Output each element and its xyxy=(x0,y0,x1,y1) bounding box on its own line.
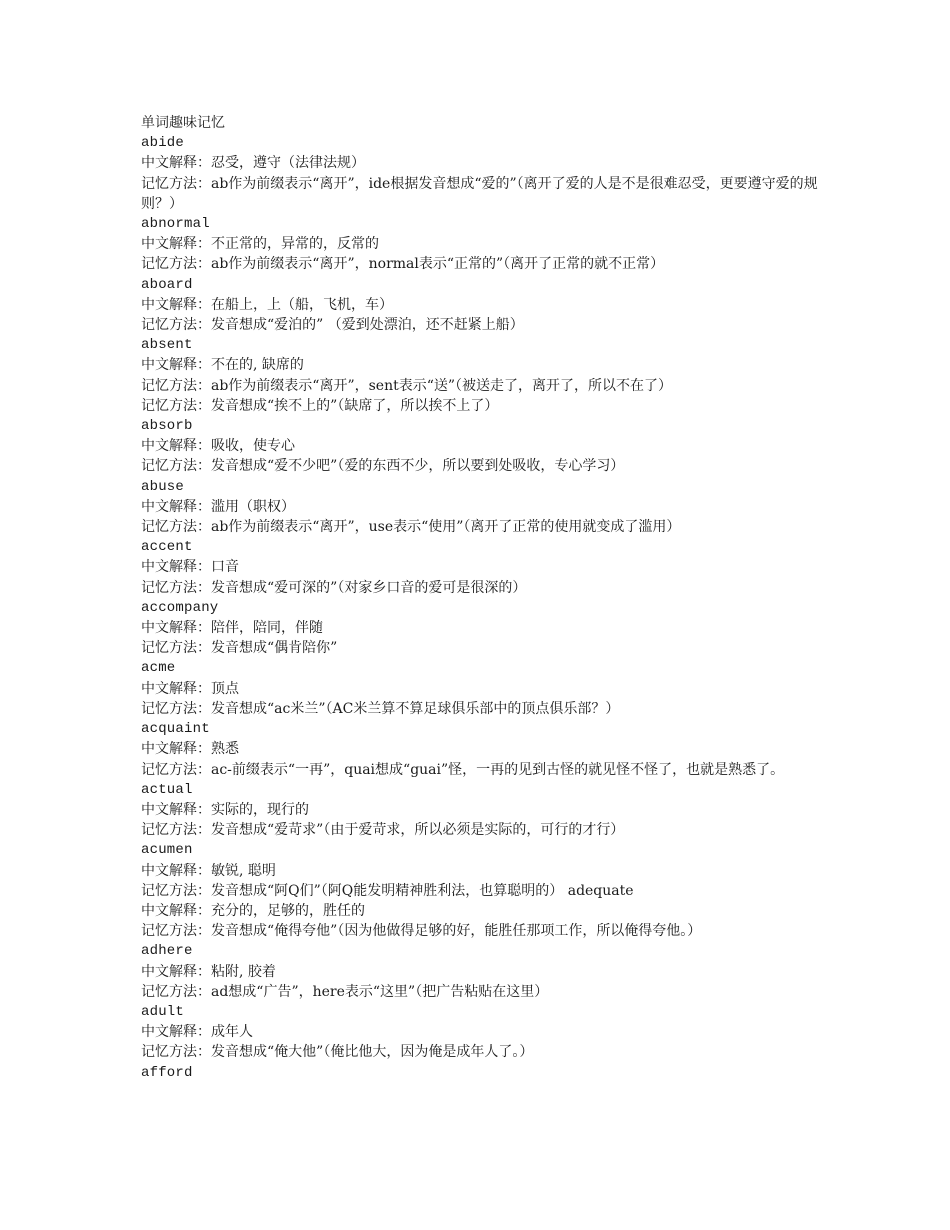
memory-tip-line: 记忆方法：发音想成“阿Q们”（阿Q能发明精神胜利法，也算聪明的） adequate xyxy=(141,882,634,899)
definition-line: 中文解释：敏锐, 聪明 xyxy=(141,862,276,879)
word-entry: absent xyxy=(141,337,193,354)
definition-line: 中文解释：在船上，上（船，飞机，车） xyxy=(141,296,393,313)
memory-tip-line: 记忆方法：ab作为前缀表示“离开”，use表示“使用”（离开了正常的使用就变成了滥用） xyxy=(141,519,681,536)
definition-line: 中文解释：不在的, 缺席的 xyxy=(141,357,304,374)
word-entry: accent xyxy=(141,539,193,556)
word-entry: actual xyxy=(141,781,193,798)
definition-line: 中文解释：成年人 xyxy=(141,1024,253,1041)
definition-line: 中文解释：顶点 xyxy=(141,680,239,697)
memory-tip-line: 记忆方法：ab作为前缀表示“离开”，sent表示“送”（被送走了，离开了，所以不在了） xyxy=(141,377,673,394)
memory-tip-line: 记忆方法：发音想成“挨不上的”（缺席了，所以挨不上了） xyxy=(141,397,499,414)
definition-line: 中文解释：滥用（职权） xyxy=(141,498,295,515)
word-entry: abide xyxy=(141,135,185,152)
definition-line: 中文解释：熟悉 xyxy=(141,741,239,758)
word-entry: acme xyxy=(141,660,176,677)
memory-tip-line: 记忆方法：发音想成“偶肯陪你” xyxy=(141,640,338,657)
word-entry: acquaint xyxy=(141,721,210,738)
word-entry: adhere xyxy=(141,943,193,960)
definition-line: 中文解释：粘附, 胶着 xyxy=(141,963,276,980)
definition-line: 中文解释：实际的，现行的 xyxy=(141,801,309,818)
word-entry: acumen xyxy=(141,842,193,859)
word-entry: absorb xyxy=(141,418,193,435)
document-title: 单词趣味记忆 xyxy=(141,115,225,131)
memory-tip-line: 记忆方法：发音想成“爱可深的”（对家乡口音的爱可是很深的） xyxy=(141,579,527,596)
definition-line: 中文解释：不正常的，异常的，反常的 xyxy=(141,236,379,253)
word-entry: abnormal xyxy=(141,216,210,233)
definition-line: 中文解释：陪伴，陪同，伴随 xyxy=(141,620,323,637)
definition-line: 中文解释：口音 xyxy=(141,559,239,576)
memory-tip-line: 记忆方法：发音想成“ac米兰”（AC米兰算不算足球俱乐部中的顶点俱乐部？） xyxy=(141,700,620,717)
memory-tip-line: 记忆方法：ab作为前缀表示“离开”，ide根据发音想成“爱的”（离开了爱的人是不是很难忍受，更要遵守爱的规则？） xyxy=(141,175,818,212)
memory-tip-line: 记忆方法：发音想成“爱不少吧”（爱的东西不少，所以要到处吸收，专心学习） xyxy=(141,458,625,475)
word-entry: afford xyxy=(141,1064,193,1081)
word-entry: adult xyxy=(141,1003,185,1020)
definition-line: 中文解释：忍受，遵守（法律法规） xyxy=(141,155,365,172)
word-entry: accompany xyxy=(141,599,219,616)
memory-tip-line: 记忆方法：ac-前缀表示“一再”，quai想成“guai”怪，一再的见到古怪的就见怪不怪了，也就是熟悉了。 xyxy=(141,761,785,778)
definition-line: 中文解释：吸收，使专心 xyxy=(141,438,295,455)
memory-tip-line: 记忆方法：发音想成“爱泊的” （爱到处漂泊，还不赶紧上船） xyxy=(141,317,524,334)
memory-tip-line: 记忆方法：发音想成“俺大他”（俺比他大，因为俺是成年人了。） xyxy=(141,1044,534,1061)
memory-tip-line: 记忆方法：ab作为前缀表示“离开”，normal表示“正常的”（离开了正常的就不正常） xyxy=(141,256,665,273)
word-entry: aboard xyxy=(141,276,193,293)
memory-tip-line: 记忆方法：发音想成“爱苛求”（由于爱苛求，所以必须是实际的，可行的才行） xyxy=(141,822,625,839)
document-body xyxy=(141,113,821,1083)
memory-tip-line: 记忆方法：ad想成“广告”，here表示“这里”（把广告粘贴在这里） xyxy=(141,983,549,1000)
word-entry: abuse xyxy=(141,478,185,495)
definition-line: 中文解释：充分的，足够的，胜任的 xyxy=(141,902,365,919)
memory-tip-line: 记忆方法：发音想成“俺得夸他”（因为他做得足够的好，能胜任那项工作，所以俺得夸他。） xyxy=(141,923,702,940)
